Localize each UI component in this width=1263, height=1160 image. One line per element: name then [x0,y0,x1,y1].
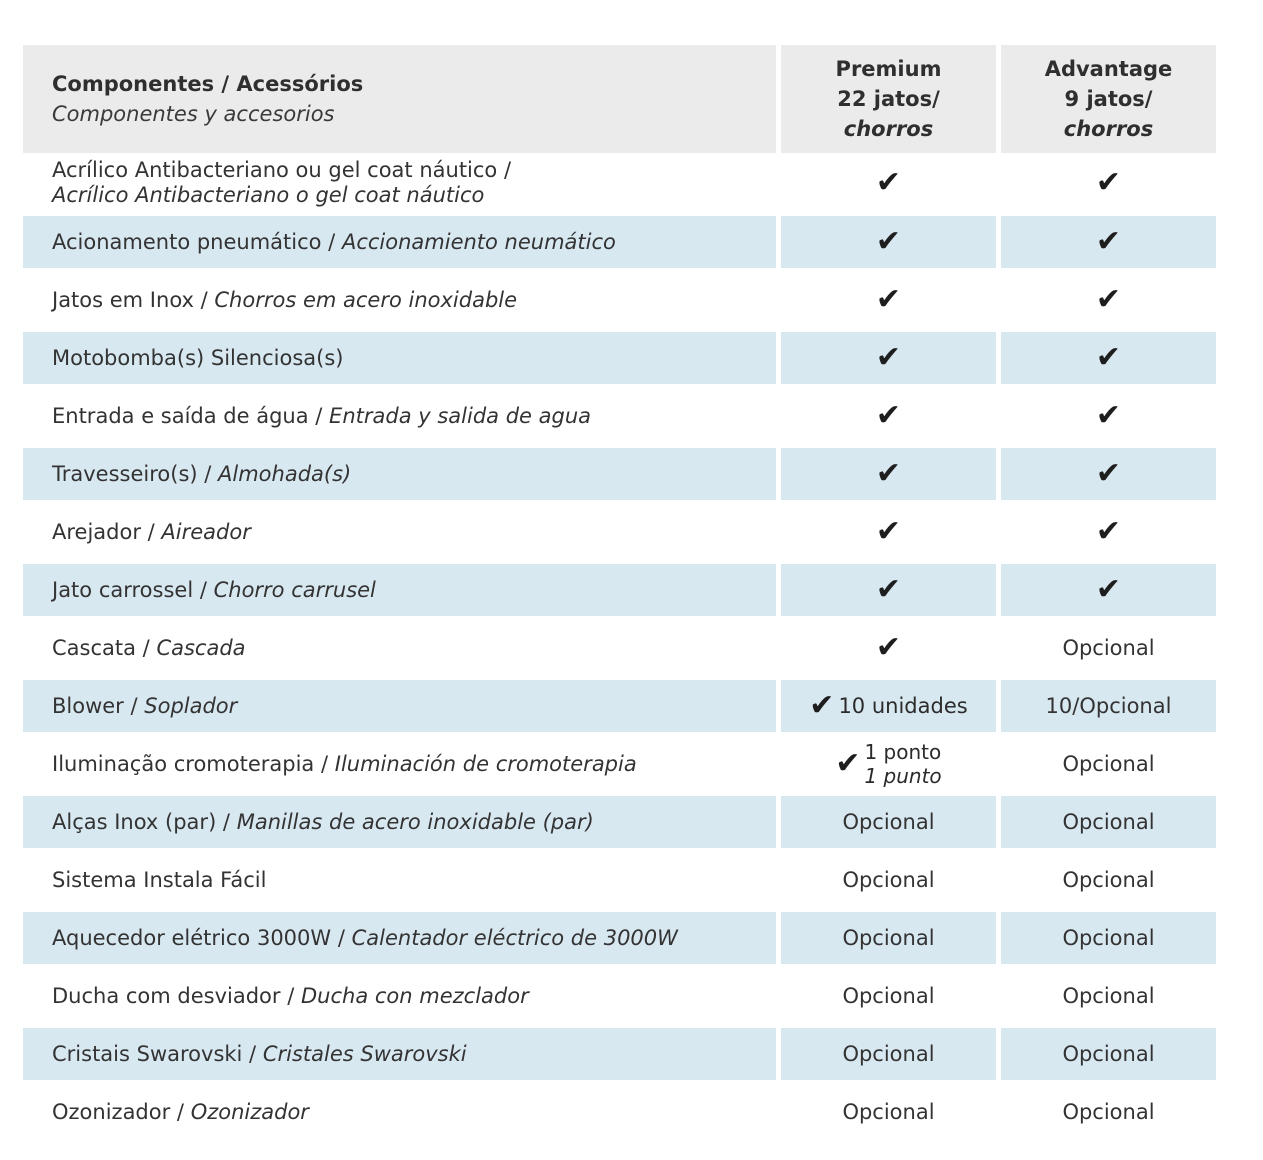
row-label [23,967,776,1025]
optional-value: Opcional [1062,984,1155,1008]
table-row [23,271,1216,329]
advantage-jets-es: chorros [1063,117,1154,141]
advantage-jets: 9 jatos/ [1064,87,1153,111]
check-icon: ✔ [1095,224,1122,259]
premium-cell [781,448,996,500]
row-label-es: Chorro carrusel [213,577,376,602]
table-row [23,793,1216,851]
row-label-pt: Acionamento pneumático / [52,229,336,254]
premium-cell [781,271,996,329]
row-label-es: Cristales Swarovski [262,1041,467,1066]
premium-value: 10 unidades [838,694,968,718]
optional-value: Opcional [1062,1042,1155,1066]
optional-value: Opcional [842,984,935,1008]
row-label [23,387,776,445]
optional-value: Opcional [1062,752,1155,776]
row-label [23,332,776,384]
row-label [23,271,776,329]
row-label-es: Acrílico Antibacteriano o gel coat náutico [52,183,485,207]
advantage-cell [1001,735,1216,793]
premium-jets-es: chorros [843,117,934,141]
row-label-es: Calentador eléctrico de 3000W [351,925,678,950]
table-row [23,735,1216,793]
optional-value: Opcional [842,1100,935,1124]
row-label [23,448,776,500]
row-label-pt: Travesseiro(s) / [52,461,212,486]
advantage-cell [1001,503,1216,561]
table-row [23,213,1216,271]
row-label-es: Ozonizador [190,1099,309,1124]
row-label-pt: Cascata / [52,635,150,660]
premium-cell [781,967,996,1025]
premium-cell [781,851,996,909]
row-label-pt: Jatos em Inox / [52,287,208,312]
row-label-pt: Alças Inox (par) / [52,809,231,834]
premium-cell [781,680,996,732]
row-label [23,851,776,909]
header-components-cell [23,45,776,153]
row-label [23,735,776,793]
premium-cell [781,216,996,268]
check-icon: ✔ [875,456,902,491]
row-label-pt: Iluminação cromoterapia / [52,751,329,776]
table-row [23,619,1216,677]
advantage-cell [1001,332,1216,384]
row-label-es: Entrada y salida de agua [329,403,591,428]
premium-cell [781,912,996,964]
header-title: Componentes / Acessórios [52,72,364,96]
check-icon: ✔ [1095,456,1122,491]
premium-cell [781,796,996,848]
optional-value: Opcional [842,1042,935,1066]
row-label-es: Accionamiento neumático [341,229,616,254]
check-icon: ✔ [875,224,902,259]
premium-cell [781,619,996,677]
table-row [23,677,1216,735]
row-label [23,503,776,561]
advantage-cell [1001,564,1216,616]
optional-value: Opcional [842,926,935,950]
row-label-pt: Cristais Swarovski / [52,1041,257,1066]
premium-cell [781,153,996,213]
table-header [23,45,1216,153]
row-label-es: Soplador [144,693,238,718]
row-label [23,619,776,677]
optional-value: Opcional [1062,1100,1155,1124]
premium-cell [781,332,996,384]
advantage-cell [1001,851,1216,909]
optional-value: Opcional [1062,926,1155,950]
optional-value: Opcional [1062,810,1155,834]
advantage-cell [1001,619,1216,677]
row-label-es: Almohada(s) [218,461,352,486]
premium-cell [781,735,996,793]
row-label [23,1083,776,1141]
premium-cell [781,1083,996,1141]
table-row [23,503,1216,561]
header-advantage-cell [1001,45,1216,153]
advantage-cell [1001,912,1216,964]
row-label-pt: Arejador / [52,519,155,544]
table-row [23,153,1216,213]
row-label-es: Chorros em acero inoxidable [214,287,518,312]
premium-cell [781,1028,996,1080]
row-label-pt: Jato carrossel / [52,577,207,602]
advantage-cell [1001,271,1216,329]
check-icon: ✔ [1095,282,1122,317]
optional-value: Opcional [842,868,935,892]
premium-cell [781,387,996,445]
check-icon: ✔ [875,165,902,200]
row-label-pt: Blower / [52,693,138,718]
check-icon: ✔ [835,746,861,781]
table-row [23,445,1216,503]
header-premium-cell [781,45,996,153]
row-label-es: Aireador [161,519,251,544]
row-label [23,1028,776,1080]
advantage-cell [1001,680,1216,732]
check-icon: ✔ [875,398,902,433]
optional-value: Opcional [842,810,935,834]
row-label-pt: Aquecedor elétrico 3000W / [52,925,345,950]
row-label-pt: Acrílico Antibacteriano ou gel coat náutico / [52,158,512,182]
row-label [23,216,776,268]
table-row [23,909,1216,967]
table-row [23,1083,1216,1141]
premium-cell [781,564,996,616]
row-label [23,796,776,848]
table-row [23,561,1216,619]
table-row [23,967,1216,1025]
advantage-cell [1001,387,1216,445]
optional-value: Opcional [1062,636,1155,660]
table-row [23,329,1216,387]
advantage-cell [1001,1083,1216,1141]
check-icon: ✔ [809,688,835,723]
row-label-pt: Entrada e saída de água / [52,403,323,428]
row-label-pt: Ducha com desviador / [52,983,295,1008]
comparison-table [23,45,1216,1141]
row-label-es: Cascada [156,635,246,660]
check-icon: ✔ [1095,514,1122,549]
premium-jets: 22 jatos/ [837,87,940,111]
row-label [23,153,776,213]
row-label [23,680,776,732]
check-icon: ✔ [1095,398,1122,433]
advantage-cell [1001,967,1216,1025]
row-label [23,564,776,616]
row-label-pt: Ozonizador / [52,1099,184,1124]
advantage-cell [1001,448,1216,500]
row-label-pt: Motobomba(s) Silenciosa(s) [52,345,344,370]
row-label-es: Iluminación de cromoterapia [334,751,637,776]
check-icon: ✔ [875,572,902,607]
table-row [23,851,1216,909]
check-icon: ✔ [875,514,902,549]
row-label-pt: Sistema Instala Fácil [52,867,267,892]
advantage-cell [1001,1028,1216,1080]
table-row [23,387,1216,445]
row-label [23,912,776,964]
advantage-name: Advantage [1044,57,1173,81]
header-subtitle: Componentes y accesorios [52,102,335,126]
check-icon: ✔ [875,282,902,317]
premium-cell [781,503,996,561]
table-row [23,1025,1216,1083]
premium-value-es: 1 punto [864,764,942,788]
row-label-es: Manillas de acero inoxidable (par) [236,809,594,834]
advantage-cell [1001,216,1216,268]
advantage-cell [1001,796,1216,848]
advantage-cell [1001,153,1216,213]
check-icon: ✔ [1095,165,1122,200]
optional-value: Opcional [1062,868,1155,892]
check-icon: ✔ [875,630,902,665]
row-label-es: Ducha con mezclador [300,983,529,1008]
check-icon: ✔ [1095,340,1122,375]
premium-value-pt: 1 ponto [864,740,942,764]
check-icon: ✔ [1095,572,1122,607]
check-icon: ✔ [875,340,902,375]
optional-value: 10/Opcional [1045,694,1172,718]
premium-name: Premium [835,57,942,81]
